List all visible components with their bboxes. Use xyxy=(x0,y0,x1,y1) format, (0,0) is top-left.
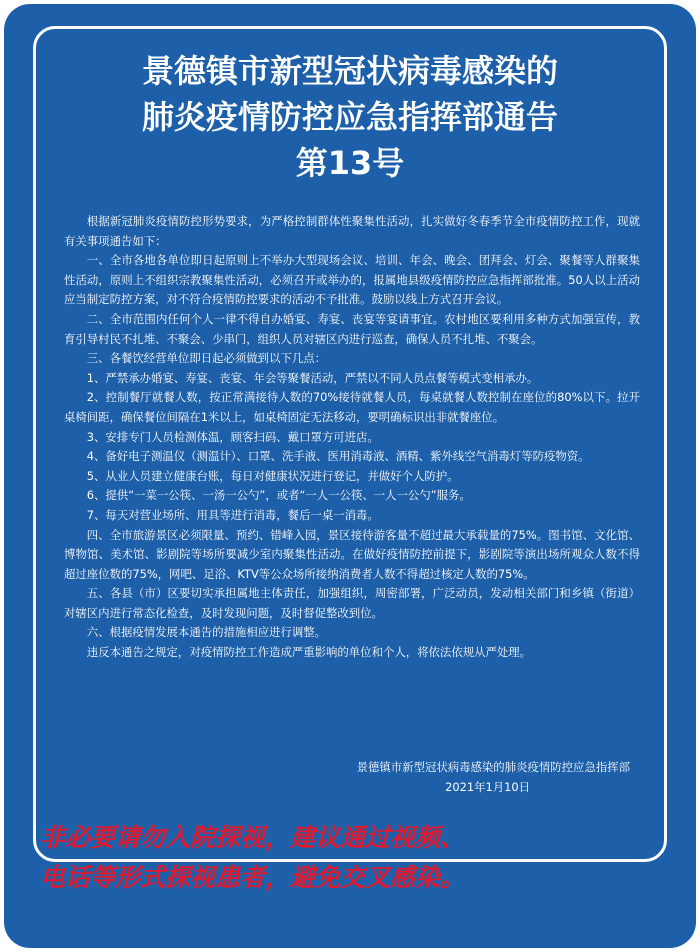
item-3-sub-2: 2、控制餐厅就餐人数，按正常满接待人数的70%接待就餐人员，每桌就餐人数控制在座位的80%以下。拉开桌椅间距，确保餐位间隔在1米以上，如桌椅固定无法移动，要明确标识出非就餐座位。 xyxy=(64,390,640,424)
title-number: 第13号 xyxy=(295,144,405,182)
item-5-paragraph: 五、各县（市）区要切实承担属地主体责任，加强组织，周密部署，广泛动员，发动相关部门和乡镇（街道）对辖区内进行常态化检查，及时发现问题，及时督促整改到位。 xyxy=(64,586,640,620)
signature-date: 2021年1月10日 xyxy=(445,779,530,794)
item-3-sub-4: 4、备好电子测温仪（测温计）、口罩、洗手液、医用消毒液、酒精、紫外线空气消毒灯等防疫物资。 xyxy=(86,449,590,464)
signature-org: 景德镇市新型冠状病毒感染的肺炎疫情防控应急指挥部 xyxy=(356,760,630,774)
item-1-paragraph: 一、全市各地各单位即日起原则上不举办大型现场会议、培训、年会、晚会、团拜会、灯会、聚餐等人群聚集性活动，原则上不组织宗教聚集性活动，必须召开或举办的，报属地县级疫情防控应急指挥部批准。50人以上活动应当制定防控方案，对不符合疫情防控要求的活动不予批准。鼓励以线上方式召开会议。 xyxy=(64,253,640,307)
item-3-sub-1: 1、严禁承办婚宴、寿宴、丧宴、年会等聚餐活动，严禁以不同人员点餐等模式变相承办。 xyxy=(86,370,539,385)
notice-body xyxy=(64,212,640,663)
item-3-sub-6: 6、提供“一菜一公筷、一汤一公勺”，或者“一人一公筷、一人一公勺”服务。 xyxy=(86,488,471,503)
item-3-sub-5: 5、从业人员建立健康台账，每日对健康状况进行登记，并做好个人防护。 xyxy=(86,468,459,483)
penalty-paragraph: 违反本通告之规定，对疫情防控工作造成严重影响的单位和个人，将依法依规从严处理。 xyxy=(86,645,532,660)
item-3-sub-7: 7、每天对营业场所、用具等进行消毒，餐后一桌一消毒。 xyxy=(86,507,379,522)
item-3-sub-3: 3、安排专门人员检测体温，顾客扫码、戴口罩方可进店。 xyxy=(86,429,379,444)
item-4-paragraph: 四、全市旅游景区必须限量、预约、错峰入园，景区接待游客量不超过最大承载量的75%。图书馆、文化馆、博物馆、美术馆、影剧院等场所要减少室内聚集性活动。在做好疫情防控前提下，影剧院等演出场所观众人数不得超过座位数的75%，网吧、足浴、KTV等公众场所接纳消费者人数不得超过核定人数的75%。 xyxy=(64,527,640,581)
visit-warning xyxy=(40,818,680,898)
notice-title xyxy=(40,48,660,186)
visit-warning-line-2: 电话等形式探视患者，避免交叉感染。 xyxy=(40,863,466,892)
signature-block xyxy=(200,758,630,797)
item-3-heading: 三、各餐饮经营单位即日起必须做到以下几点： xyxy=(86,351,327,366)
intro-paragraph: 根据新冠肺炎疫情防控形势要求，为严格控制群体性聚集性活动，扎实做好冬春季节全市疫情防控工作，现就有关事项通告如下： xyxy=(64,214,640,248)
visit-warning-line-1: 非必要请勿入院探视，建议通过视频、 xyxy=(40,823,466,852)
item-6-paragraph: 六、根据疫情发展本通告的措施相应进行调整。 xyxy=(86,625,327,640)
title-line-2: 肺炎疫情防控应急指挥部通告 xyxy=(141,98,558,136)
title-line-1: 景德镇市新型冠状病毒感染的 xyxy=(141,52,558,90)
item-2-paragraph: 二、全市范围内任何个人一律不得自办婚宴、寿宴、丧宴等宴请事宜。农村地区要利用多种方式加强宣传，教育引导村民不扎堆、不聚会、少串门，组织人员对辖区内进行巡查，确保人员不扎堆、不聚会。 xyxy=(64,311,640,346)
